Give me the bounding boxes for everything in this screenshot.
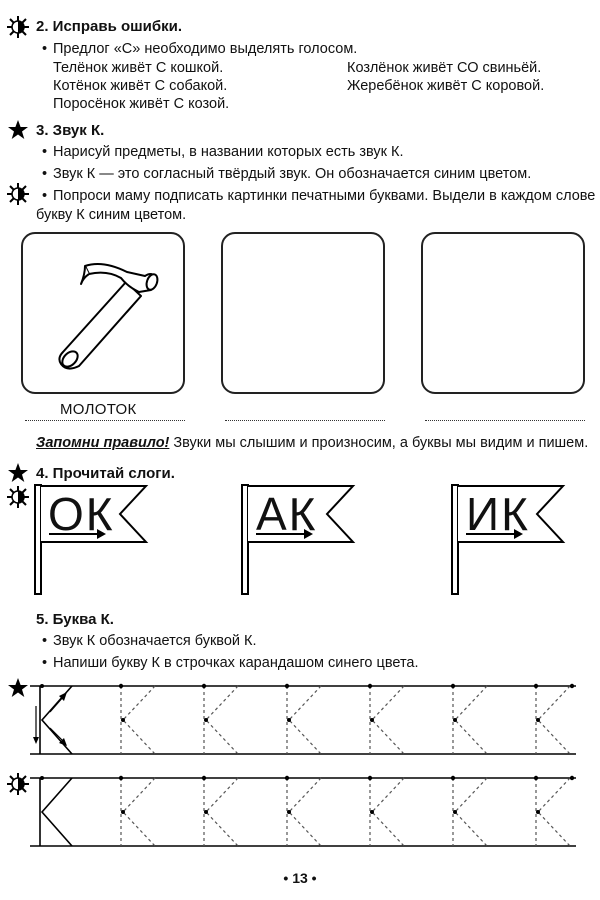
- start-dot: [570, 684, 574, 688]
- rule-text: Звуки мы слышим и произносим, а буквы мы видим и пишем.: [169, 435, 589, 451]
- letter-k-arms: [42, 778, 72, 846]
- start-dot: [451, 684, 455, 688]
- start-dot: [534, 684, 538, 688]
- picture-card-3[interactable]: [421, 232, 585, 394]
- rule-label: Запомни правило!: [36, 435, 170, 451]
- sentence-left-1: Телёнок живёт С кошкой.: [53, 60, 224, 76]
- guide-letter-k-arms: [538, 778, 570, 846]
- start-dot: [453, 810, 457, 814]
- guide-letter-k-arms: [123, 778, 155, 846]
- start-dot: [119, 776, 123, 780]
- arrow-down-right-icon: [50, 728, 64, 742]
- star-icon: [7, 462, 29, 484]
- sentence-right-2: Жеребёнок живёт С коровой.: [347, 78, 545, 94]
- start-dot: [40, 776, 44, 780]
- section-3-bullet-3-cont: букву К синим цветом.: [36, 207, 187, 223]
- guide-letter-k-arms: [289, 778, 321, 846]
- writing-line-2[interactable]: [30, 772, 580, 852]
- start-dot: [570, 776, 574, 780]
- arrow-head: [33, 737, 39, 744]
- start-dot: [119, 684, 123, 688]
- guide-letter-k-arms: [372, 778, 404, 846]
- writing-line-1[interactable]: [30, 680, 580, 760]
- start-dot: [121, 810, 125, 814]
- sun-icon: [6, 15, 30, 39]
- start-dot: [370, 718, 374, 722]
- sentence-right-1: Козлёнок живёт СО свиньёй.: [347, 60, 542, 76]
- section-4-heading: 4. Прочитай слоги.: [36, 465, 175, 482]
- start-dot: [453, 718, 457, 722]
- guide-letter-k-arms: [289, 686, 321, 754]
- start-dot: [534, 776, 538, 780]
- section-5-heading: 5. Буква К.: [36, 611, 114, 628]
- start-dot: [202, 684, 206, 688]
- section-5-bullet-1: • Звук К обозначается буквой К.: [53, 632, 257, 651]
- page-number: • 13 •: [283, 870, 317, 886]
- section-3-heading: 3. Звук К.: [36, 122, 105, 139]
- guide-letter-k-arms: [206, 778, 238, 846]
- start-dot: [121, 718, 125, 722]
- section-5-bullet-2: • Напиши букву К в строчках карандашом синего цвета.: [53, 654, 419, 673]
- caption-line-3[interactable]: [425, 420, 585, 421]
- start-dot: [287, 810, 291, 814]
- syllable-3: ИК: [466, 488, 530, 540]
- section-2-heading: 2. Исправь ошибки.: [36, 18, 183, 35]
- start-dot: [536, 810, 540, 814]
- section-3-bullet-1: • Нарисуй предметы, в названии которых есть звук К.: [53, 143, 403, 162]
- star-icon: [7, 119, 29, 141]
- caption-line-1[interactable]: [25, 420, 185, 421]
- sun-icon: [6, 182, 30, 206]
- section-3-bullet-2: • Звук К — это согласный твёрдый звук. Он обозначается синим цветом.: [53, 165, 531, 184]
- syllable-1: ОК: [48, 488, 115, 540]
- start-dot: [368, 776, 372, 780]
- guide-letter-k-arms: [455, 778, 487, 846]
- sentence-left-3: Поросёнок живёт С козой.: [53, 96, 230, 112]
- star-icon: [7, 677, 29, 699]
- sun-icon: [6, 772, 30, 796]
- guide-letter-k-arms: [455, 686, 487, 754]
- picture-card-1: [21, 232, 185, 394]
- guide-letter-k-arms: [538, 686, 570, 754]
- start-dot: [451, 776, 455, 780]
- card-caption: МОЛОТОК: [60, 401, 137, 418]
- picture-card-2[interactable]: [221, 232, 385, 394]
- start-dot: [287, 718, 291, 722]
- section-3-bullet-3: • Попроси маму подписать картинки печатными буквами. Выдели в каждом слове: [53, 187, 595, 206]
- syllable-2: АК: [256, 488, 318, 540]
- guide-letter-k-arms: [206, 686, 238, 754]
- start-dot: [204, 718, 208, 722]
- guide-letter-k-arms: [372, 686, 404, 754]
- guide-letter-k-arms: [123, 686, 155, 754]
- start-dot: [368, 684, 372, 688]
- letter-k-arms: [42, 686, 72, 754]
- hammer-icon: [23, 234, 183, 392]
- start-dot: [285, 776, 289, 780]
- section-2-bullet: • Предлог «С» необходимо выделять голосом.: [53, 40, 357, 59]
- start-dot: [370, 810, 374, 814]
- start-dot: [40, 684, 44, 688]
- caption-line-2[interactable]: [225, 420, 385, 421]
- sun-icon: [6, 485, 30, 509]
- rule-line: [36, 434, 588, 453]
- start-dot: [285, 684, 289, 688]
- start-dot: [536, 718, 540, 722]
- start-dot: [204, 810, 208, 814]
- sentence-left-2: Котёнок живёт С собакой.: [53, 78, 228, 94]
- start-dot: [202, 776, 206, 780]
